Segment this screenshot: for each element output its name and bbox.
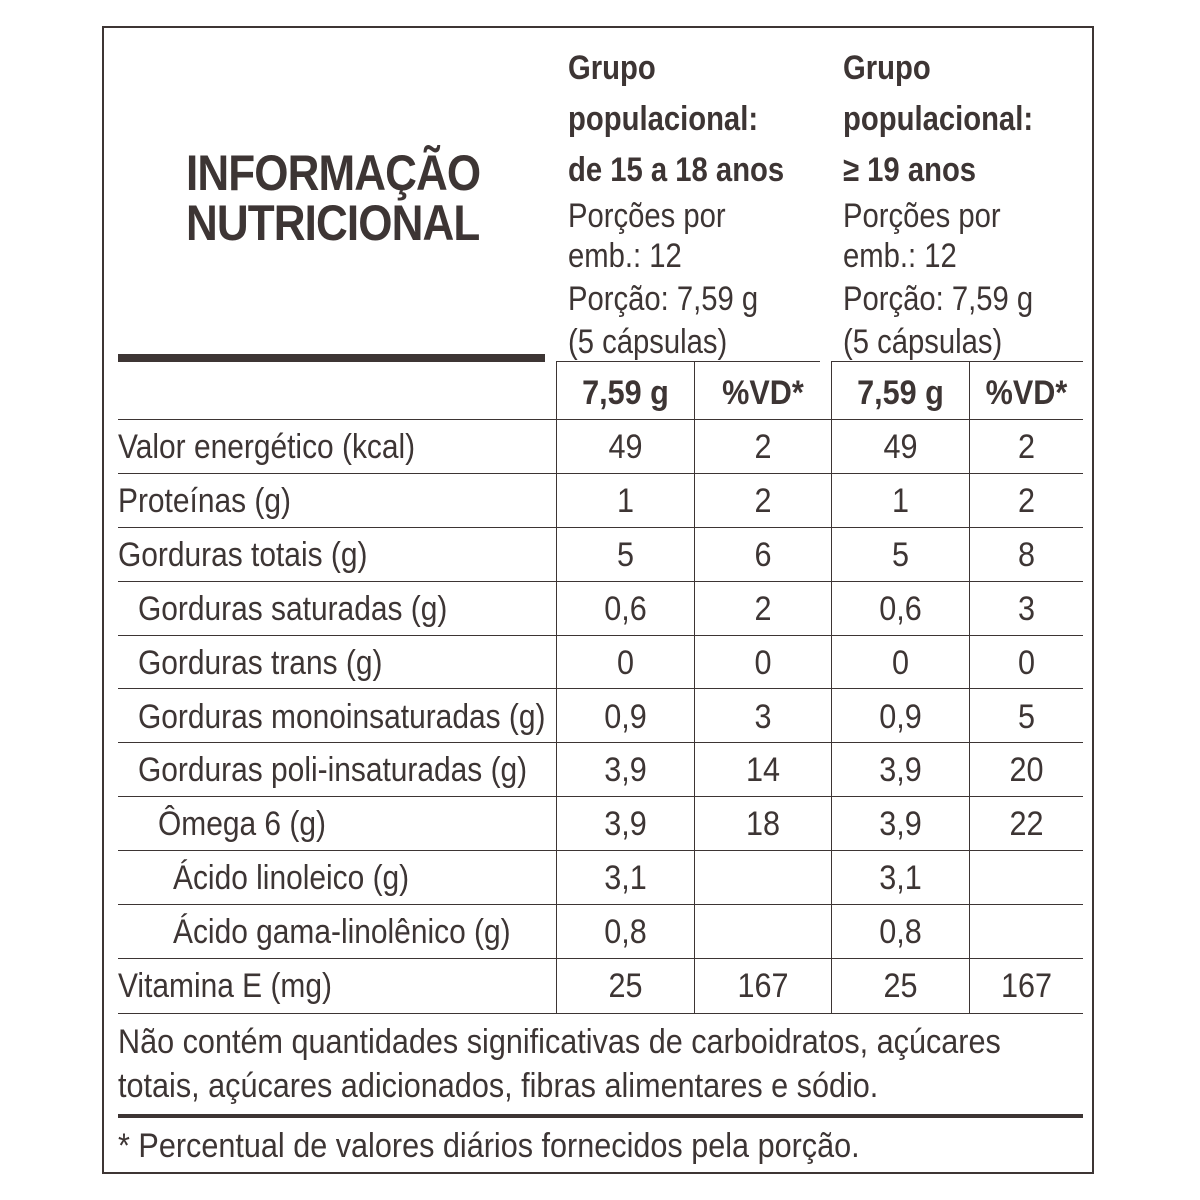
- amount-cell: 3,9: [604, 751, 647, 790]
- nutrient-row: [104, 797, 1096, 851]
- nutrient-label: Ácido gama-linolênico (g): [173, 913, 511, 952]
- group-2-top-rule: [831, 361, 1083, 362]
- vd-cell: 8: [1017, 535, 1036, 574]
- amount-cell: 49: [608, 428, 643, 466]
- group-1-portion-line-1: Porções por: [568, 197, 726, 235]
- vd-cell: 6: [754, 535, 772, 574]
- group-1-portion-line-3: Porção: 7,59 g: [568, 280, 759, 318]
- note-line-2: totais, açúcares adicionados, fibras alimentares e sódio.: [118, 1067, 879, 1105]
- amount-cell: 3,9: [604, 805, 647, 844]
- panel-title-line-2: NUTRICIONAL: [186, 195, 480, 251]
- nutrient-row: [104, 474, 1096, 528]
- group-2-portion-line-2: emb.: 12: [843, 237, 957, 275]
- vd-cell: 167: [1000, 967, 1053, 1005]
- nutrient-label: Ácido linoleico (g): [173, 859, 410, 898]
- group-1-amount-header: 7,59 g: [582, 374, 669, 412]
- nutrient-row: [104, 582, 1096, 636]
- nutrient-row: [104, 743, 1096, 797]
- panel-title-line-1: INFORMAÇÃO: [186, 145, 481, 201]
- group-1-portion-line-2: emb.: 12: [568, 237, 682, 275]
- vd-cell: [702, 851, 824, 905]
- nutrient-row: [104, 851, 1096, 905]
- vd-cell: 14: [745, 751, 781, 790]
- amount-cell: 3,9: [879, 751, 922, 790]
- nutrient-row: [104, 528, 1096, 582]
- amount-cell: 0,6: [879, 589, 922, 628]
- panel-title: [186, 145, 481, 251]
- group-2-portion-line-4: (5 cápsulas): [843, 323, 1003, 361]
- nutrient-label: Gorduras monoinsaturadas (g): [138, 697, 546, 736]
- vd-cell: 3: [1017, 589, 1036, 628]
- group-2-amount-header: 7,59 g: [857, 374, 944, 412]
- nutrient-row: [104, 636, 1096, 690]
- table-bottom-rule: [118, 1013, 1083, 1014]
- group-1-portion-line-4: (5 cápsulas): [568, 323, 728, 361]
- group-2-title-line-1: Grupo: [843, 49, 931, 87]
- nutrient-row: [104, 905, 1096, 959]
- amount-cell: 49: [883, 428, 918, 466]
- vd-cell: 2: [754, 481, 772, 520]
- vd-cell: 22: [1009, 805, 1044, 844]
- nutrient-row: [104, 959, 1096, 1013]
- vd-cell: 0: [1017, 643, 1036, 682]
- header-thick-rule: [118, 354, 545, 362]
- nutrient-row: [104, 690, 1096, 744]
- amount-cell: 5: [891, 535, 910, 574]
- vd-cell: 2: [1017, 481, 1036, 520]
- footnote-rule: [118, 1114, 1083, 1118]
- group-1-title-line-2: populacional:: [568, 100, 759, 138]
- nutrient-label: Ômega 6 (g): [158, 805, 326, 844]
- note-line-1: Não contém quantidades significativas de carboidratos, açúcares: [118, 1023, 1001, 1061]
- vd-cell: 2: [754, 589, 772, 628]
- vd-cell: [702, 905, 824, 959]
- amount-cell: 5: [616, 535, 635, 574]
- amount-cell: 0,9: [604, 697, 647, 736]
- amount-cell: 3,9: [879, 805, 922, 844]
- amount-cell: 25: [883, 967, 918, 1005]
- vd-cell: 2: [1017, 428, 1036, 466]
- nutrition-facts-panel: [102, 26, 1094, 1174]
- amount-cell: 0: [616, 643, 635, 682]
- vd-cell: 5: [1017, 697, 1036, 736]
- nutrient-label: Vitamina E (mg): [118, 967, 332, 1005]
- nutrient-label: Gorduras saturadas (g): [138, 589, 448, 628]
- nutrient-label: Gorduras totais (g): [118, 535, 368, 574]
- vd-cell: 2: [754, 428, 772, 466]
- group-1-top-rule: [556, 361, 820, 362]
- amount-cell: 0,8: [604, 913, 647, 952]
- group-2-portion-line-1: Porções por: [843, 197, 1001, 235]
- amount-cell: 3,1: [604, 859, 647, 898]
- vd-cell: 3: [754, 697, 772, 736]
- vd-cell: 18: [745, 805, 781, 844]
- vd-cell: [976, 905, 1078, 959]
- amount-cell: 0: [891, 643, 910, 682]
- amount-cell: 25: [608, 967, 643, 1005]
- nutrient-label: Proteínas (g): [118, 481, 291, 520]
- group-2-vd-header: %VD*: [985, 374, 1068, 412]
- amount-cell: 1: [891, 481, 910, 520]
- nutrient-label: Valor energético (kcal): [118, 428, 416, 466]
- vd-cell: 0: [754, 643, 772, 682]
- amount-cell: 1: [616, 481, 635, 520]
- group-2-title-line-2: populacional:: [843, 100, 1034, 138]
- amount-cell: 0,8: [879, 913, 922, 952]
- vd-cell: [976, 851, 1078, 905]
- nutrient-label: Gorduras poli-insaturadas (g): [138, 751, 528, 790]
- amount-cell: 0,6: [604, 589, 647, 628]
- group-1-title-line-1: Grupo: [568, 49, 656, 87]
- footnote: * Percentual de valores diários fornecidos pela porção.: [118, 1127, 860, 1165]
- group-header-15-18: [568, 43, 783, 362]
- group-2-title-line-3: ≥ 19 anos: [843, 151, 977, 189]
- group-1-vd-header: %VD*: [722, 374, 804, 412]
- group-1-title-line-3: de 15 a 18 anos: [568, 151, 785, 189]
- group-header-19-plus: [843, 43, 1058, 362]
- nutrient-row: [104, 420, 1096, 474]
- amount-cell: 0,9: [879, 697, 922, 736]
- vd-cell: 167: [737, 967, 789, 1005]
- nutrient-label: Gorduras trans (g): [138, 643, 383, 682]
- amount-cell: 3,1: [879, 859, 922, 898]
- group-2-portion-line-3: Porção: 7,59 g: [843, 280, 1034, 318]
- not-significant-note: [118, 1020, 1001, 1108]
- vd-cell: 20: [1009, 751, 1044, 790]
